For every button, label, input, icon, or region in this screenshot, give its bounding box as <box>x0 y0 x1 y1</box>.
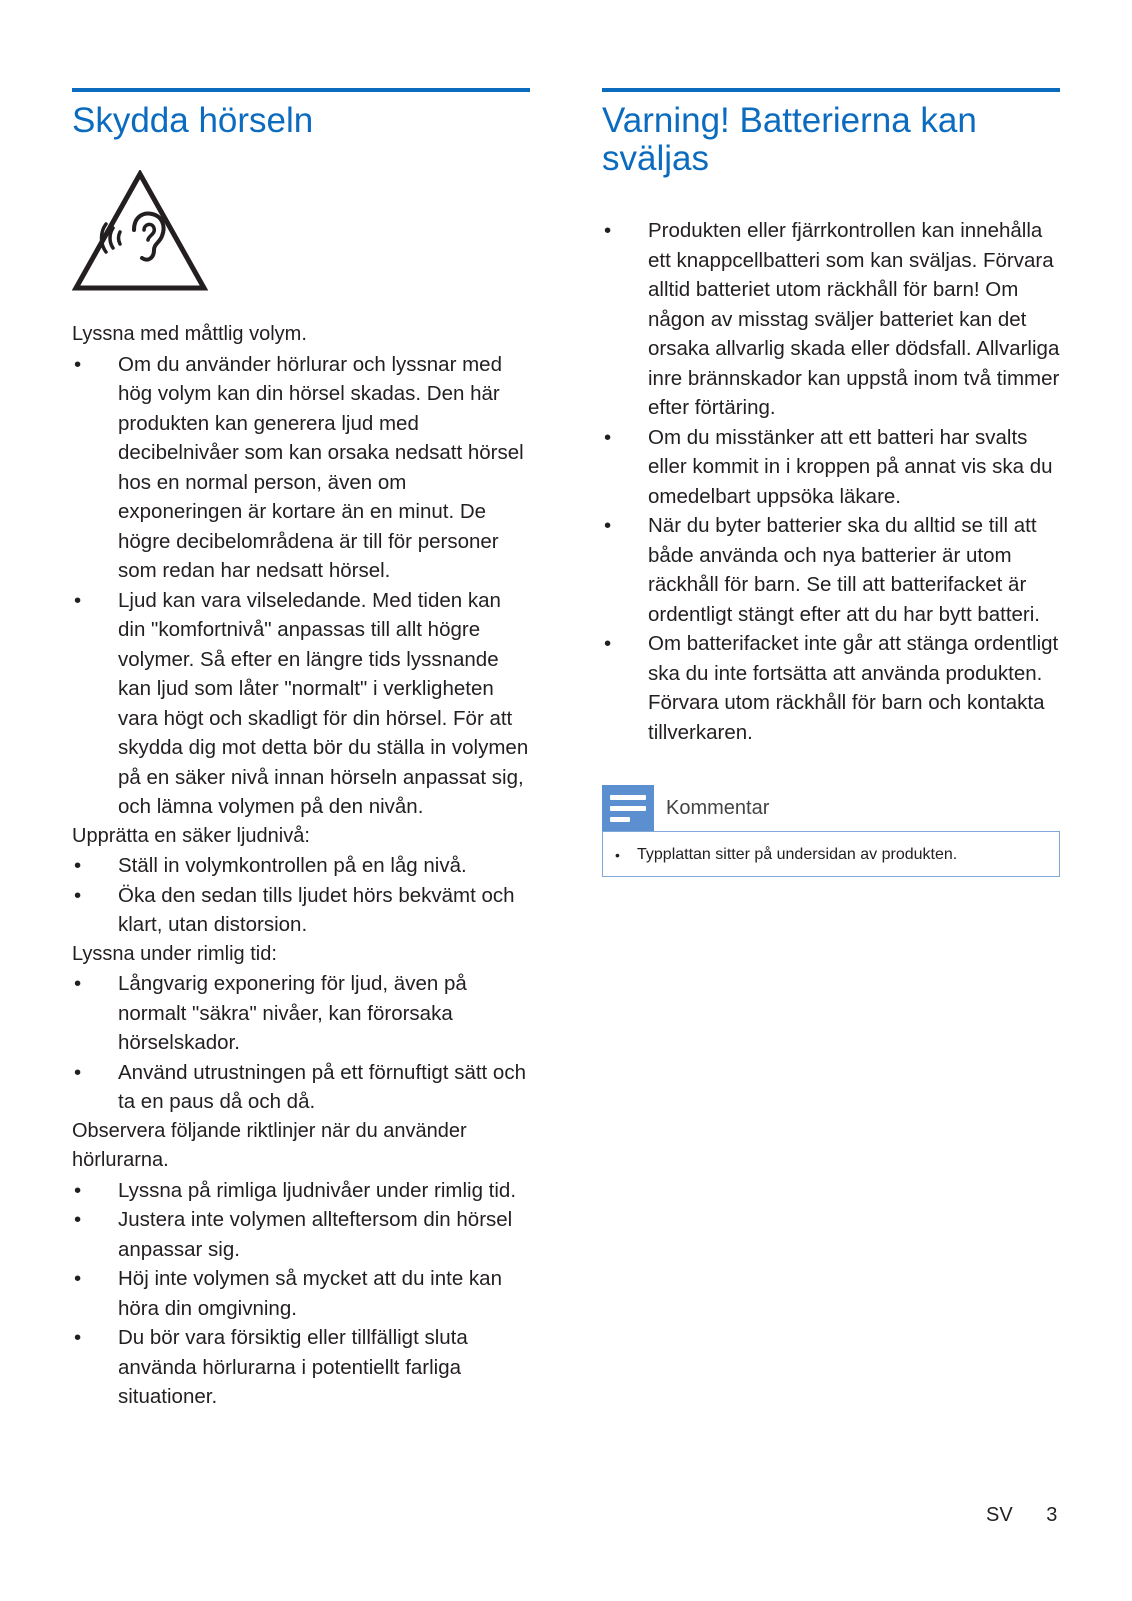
subheading: Lyssna under rimlig tid: <box>72 942 277 965</box>
list-item: • Använd utrustningen på ett förnuftigt sätt och ta en paus då och då. <box>72 1058 530 1117</box>
note-list <box>615 844 1047 866</box>
list-item: • När du byter batterier ska du alltid se till att både använda och nya batterier är utom räckhåll för barn. Se till att batterifacket är ordentligt stängt efter att du har bytt batteri. <box>602 511 1060 629</box>
bullet-list <box>72 350 530 822</box>
list-item: • Lyssna på rimliga ljudnivåer under rimlig tid. <box>72 1176 530 1206</box>
list-item: • Om du misstänker att ett batteri har svalts eller kommit in i kroppen på annat vis ska du omedelbart uppsöka läkare. <box>602 423 1060 512</box>
right-column <box>602 88 1060 877</box>
section-rule <box>602 88 1060 92</box>
left-column <box>72 88 530 1412</box>
list-item: • Höj inte volymen så mycket att du inte kan höra din omgivning. <box>72 1264 530 1323</box>
list-item: • Om du använder hörlurar och lyssnar med hög volym kan din hörsel skadas. Den här produkten kan generera ljud med decibelnivåer som kan orsaka nedsatt hörsel hos en normal person, även om exponeringen är kortare än en minut. De högre decibelområdena är till för personer som redan har nedsatt hörsel. <box>72 350 530 586</box>
page-number: 3 <box>1046 1504 1058 1526</box>
note-lines-icon <box>602 785 654 831</box>
note-header <box>602 785 1060 831</box>
section-reasonable-time <box>72 940 530 1117</box>
ear-warning-triangle-icon <box>72 170 208 292</box>
subheading: Observera följande riktlinjer när du använder hörlurarna. <box>72 1119 467 1171</box>
list-item: • Ställ in volymkontrollen på en låg nivå. <box>72 851 530 881</box>
section-guidelines <box>72 1117 530 1412</box>
note-callout <box>602 785 1060 877</box>
section-rule <box>72 88 530 92</box>
bullet-list <box>72 851 530 940</box>
bullet-list <box>602 216 1060 747</box>
page-footer <box>986 1504 1057 1527</box>
list-item: • Du bör vara försiktig eller tillfälligt sluta använda hörlurarna i potentiellt farliga situationer. <box>72 1323 530 1412</box>
bullet-list <box>72 1176 530 1412</box>
bullet-list <box>72 969 530 1117</box>
section-safe-level <box>72 822 530 940</box>
section-title-battery-warning: Varning! Batterierna kan sväljas <box>602 101 977 178</box>
list-item: • Ljud kan vara vilseledande. Med tiden kan din "komfortnivå" anpassas till allt högre volymer. Så efter en längre tids lyssnande kan ljud som låter "normalt" i verkligheten vara högt och skadligt för din hörsel. För att skydda dig mot detta bör du ställa in volymen på en säker nivå innan hörseln anpassat sig, och lämna volymen på den nivån. <box>72 586 530 822</box>
subheading: Upprätta en säker ljudnivå: <box>72 824 310 847</box>
note-box <box>602 831 1060 877</box>
section-listen-moderate <box>72 320 530 822</box>
list-item: • Långvarig exponering för ljud, även på normalt "säkra" nivåer, kan förorsaka hörselskador. <box>72 969 530 1058</box>
subheading: Lyssna med måttlig volym. <box>72 323 307 345</box>
language-code: SV <box>986 1504 1013 1526</box>
list-item: • Om batterifacket inte går att stänga ordentligt ska du inte fortsätta att använda produkten. Förvara utom räckhåll för barn och kontakta tillverkaren. <box>602 629 1060 747</box>
section-title-hearing: Skydda hörseln <box>72 101 314 140</box>
battery-warning-list <box>602 216 1060 747</box>
list-item: • Öka den sedan tills ljudet hörs bekvämt och klart, utan distorsion. <box>72 881 530 940</box>
list-item: • Produkten eller fjärrkontrollen kan innehålla ett knappcellbatteri som kan sväljas. Förvara alltid batteriet utom räckhåll för barn! Om någon av misstag sväljer batteriet kan det orsaka allvarlig skada eller dödsfall. Allvarliga inre brännskador kan uppstå inom två timmer efter förtäring. <box>602 216 1060 423</box>
list-item: • Typplattan sitter på undersidan av produkten. <box>615 844 1047 866</box>
note-label: Kommentar <box>666 796 770 819</box>
list-item: • Justera inte volymen allteftersom din hörsel anpassar sig. <box>72 1205 530 1264</box>
